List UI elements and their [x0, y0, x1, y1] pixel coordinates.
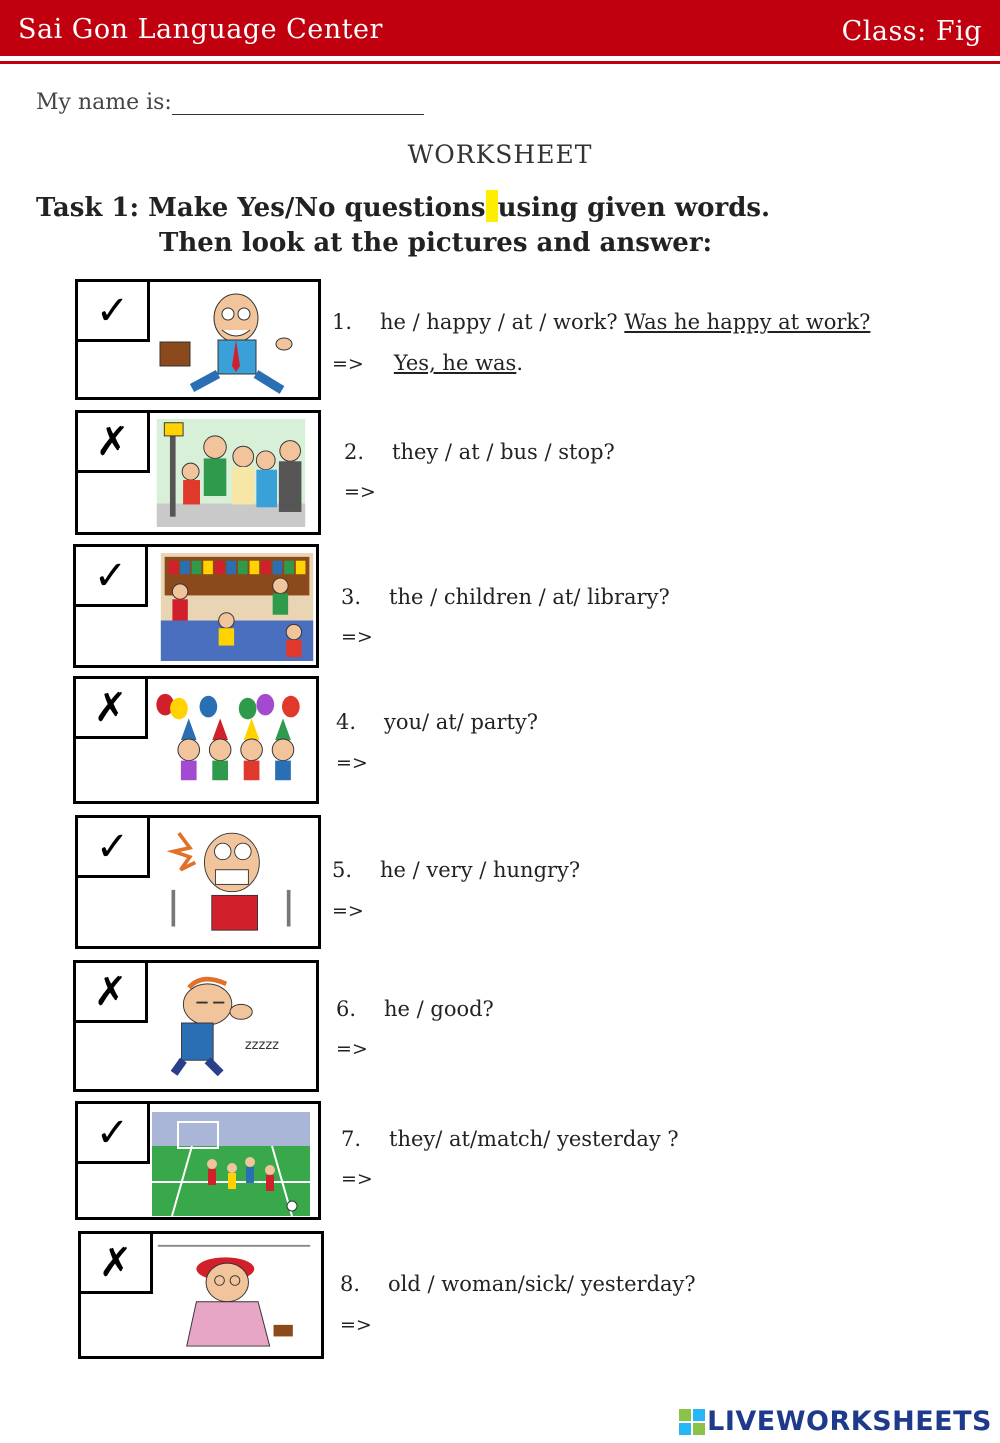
liveworksheets-icon [679, 1409, 705, 1435]
check-mark-icon: ✓ [78, 282, 150, 342]
answer-row-7[interactable]: => [341, 1168, 373, 1190]
football-match-picture [152, 1110, 310, 1218]
library-children-picture [158, 553, 316, 661]
picture-box-3 [73, 544, 319, 668]
answer-row-6[interactable]: => [336, 1038, 368, 1060]
name-row [36, 90, 424, 115]
check-mark-icon: ✓ [76, 547, 148, 607]
header-divider [0, 61, 1000, 64]
task-line1-a: Task 1: Make Yes/No questions [36, 193, 486, 223]
check-mark-icon: ✓ [78, 818, 150, 878]
party-picture [150, 685, 308, 793]
task-line1-b: using given words. [497, 193, 771, 223]
question-2: 2. they / at / bus / stop? [344, 440, 615, 464]
class-label: Class: Fig [841, 16, 982, 47]
header-bar [0, 0, 1000, 56]
picture-box-1 [75, 279, 321, 400]
question-3: 3. the / children / at/ library? [341, 585, 670, 609]
businessman-running-picture [152, 288, 310, 396]
check-mark-icon: ✓ [78, 1104, 150, 1164]
question-8: 8. old / woman/sick/ yesterday? [340, 1272, 696, 1296]
picture-box-2 [75, 410, 321, 535]
liveworksheets-logo [679, 1406, 992, 1437]
question-7: 7. they/ at/match/ yesterday ? [341, 1127, 679, 1151]
bus-stop-picture [152, 419, 310, 527]
hungry-man-picture [152, 824, 310, 932]
answer-row-1: => Yes, he was. [332, 351, 524, 375]
picture-box-4 [73, 676, 319, 804]
cross-mark-icon: ✗ [78, 413, 150, 473]
answer-row-4[interactable]: => [336, 752, 368, 774]
answer-1[interactable]: Yes, he was [393, 351, 517, 375]
logo-text: LIVEWORKSHEETS [707, 1406, 992, 1437]
answer-row-2[interactable]: => [344, 481, 376, 503]
sick-old-woman-picture [155, 1240, 313, 1348]
highlight-cursor [486, 190, 498, 222]
question-1: 1. he / happy / at / work? Was he happy at work? [332, 310, 871, 334]
task-line2: Then look at the pictures and answer: [159, 228, 713, 258]
name-input-line[interactable] [172, 92, 424, 115]
picture-box-6 [73, 960, 319, 1092]
cross-mark-icon: ✗ [76, 679, 148, 739]
answer-row-3[interactable]: => [341, 626, 373, 648]
question-6: 6. he / good? [336, 997, 494, 1021]
task-instructions [36, 190, 770, 261]
name-label: My name is: [36, 90, 172, 115]
center-name: Sai Gon Language Center [18, 14, 383, 45]
question-4: 4. you/ at/ party? [336, 710, 539, 734]
picture-box-8 [78, 1231, 324, 1359]
picture-box-7 [75, 1101, 321, 1220]
cross-mark-icon: ✗ [81, 1234, 153, 1294]
worksheet-title: WORKSHEET [407, 140, 593, 169]
tired-man-picture [150, 969, 308, 1077]
question-5: 5. he / very / hungry? [332, 858, 581, 882]
answer-row-5[interactable]: => [332, 900, 364, 922]
answer-question-1[interactable]: Was he happy at work? [624, 310, 871, 334]
svg-text:zzzzz: zzzzz [244, 1038, 279, 1054]
cross-mark-icon: ✗ [76, 963, 148, 1023]
picture-box-5 [75, 815, 321, 949]
answer-row-8[interactable]: => [340, 1314, 372, 1336]
